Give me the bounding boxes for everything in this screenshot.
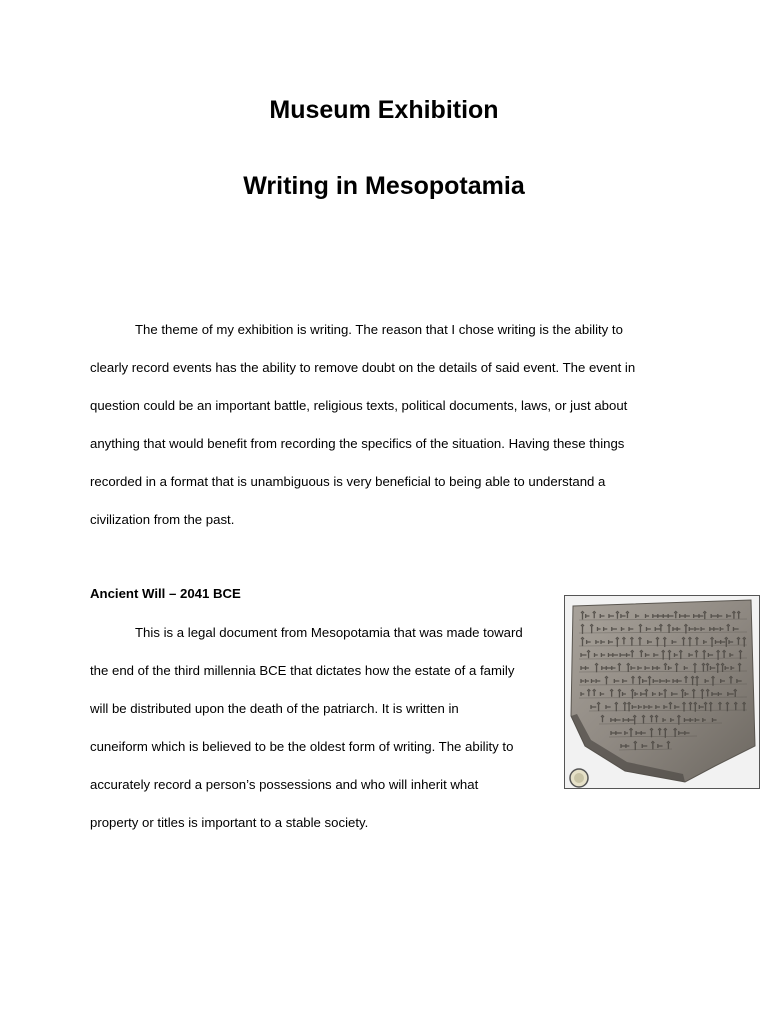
document-subtitle: Writing in Mesopotamia bbox=[243, 172, 525, 200]
intro-paragraph bbox=[90, 311, 680, 539]
section-line: will be distributed upon the death of the patriarch. It is written in bbox=[90, 701, 459, 716]
section-heading: Ancient Will – 2041 BCE bbox=[90, 586, 241, 601]
section-line: the end of the third millennia BCE that dictates how the estate of a family bbox=[90, 663, 515, 678]
section-line: property or titles is important to a stable society. bbox=[90, 815, 369, 830]
section-line: accurately record a person’s possessions and who will inherit what bbox=[90, 777, 479, 792]
document-title: Museum Exhibition bbox=[269, 96, 499, 124]
intro-line: The theme of my exhibition is writing. The reason that I chose writing is the ability to bbox=[135, 322, 623, 337]
intro-line: question could be an important battle, religious texts, political documents, laws, or just about bbox=[90, 398, 628, 413]
cuneiform-tablet-graphic bbox=[565, 596, 759, 788]
section-line: This is a legal document from Mesopotamia that was made toward bbox=[135, 625, 523, 640]
cuneiform-tablet-image bbox=[564, 595, 760, 789]
section-line: cuneiform which is believed to be the oldest form of writing. The ability to bbox=[90, 739, 514, 754]
intro-line: clearly record events has the ability to remove doubt on the details of said event. The event in bbox=[90, 360, 636, 375]
intro-line: anything that would benefit from recording the specifics of the situation. Having these things bbox=[90, 436, 625, 451]
intro-line: civilization from the past. bbox=[90, 512, 235, 527]
intro-line: recorded in a format that is unambiguous is very beneficial to being able to understand a bbox=[90, 474, 606, 489]
section-paragraph bbox=[90, 614, 560, 842]
